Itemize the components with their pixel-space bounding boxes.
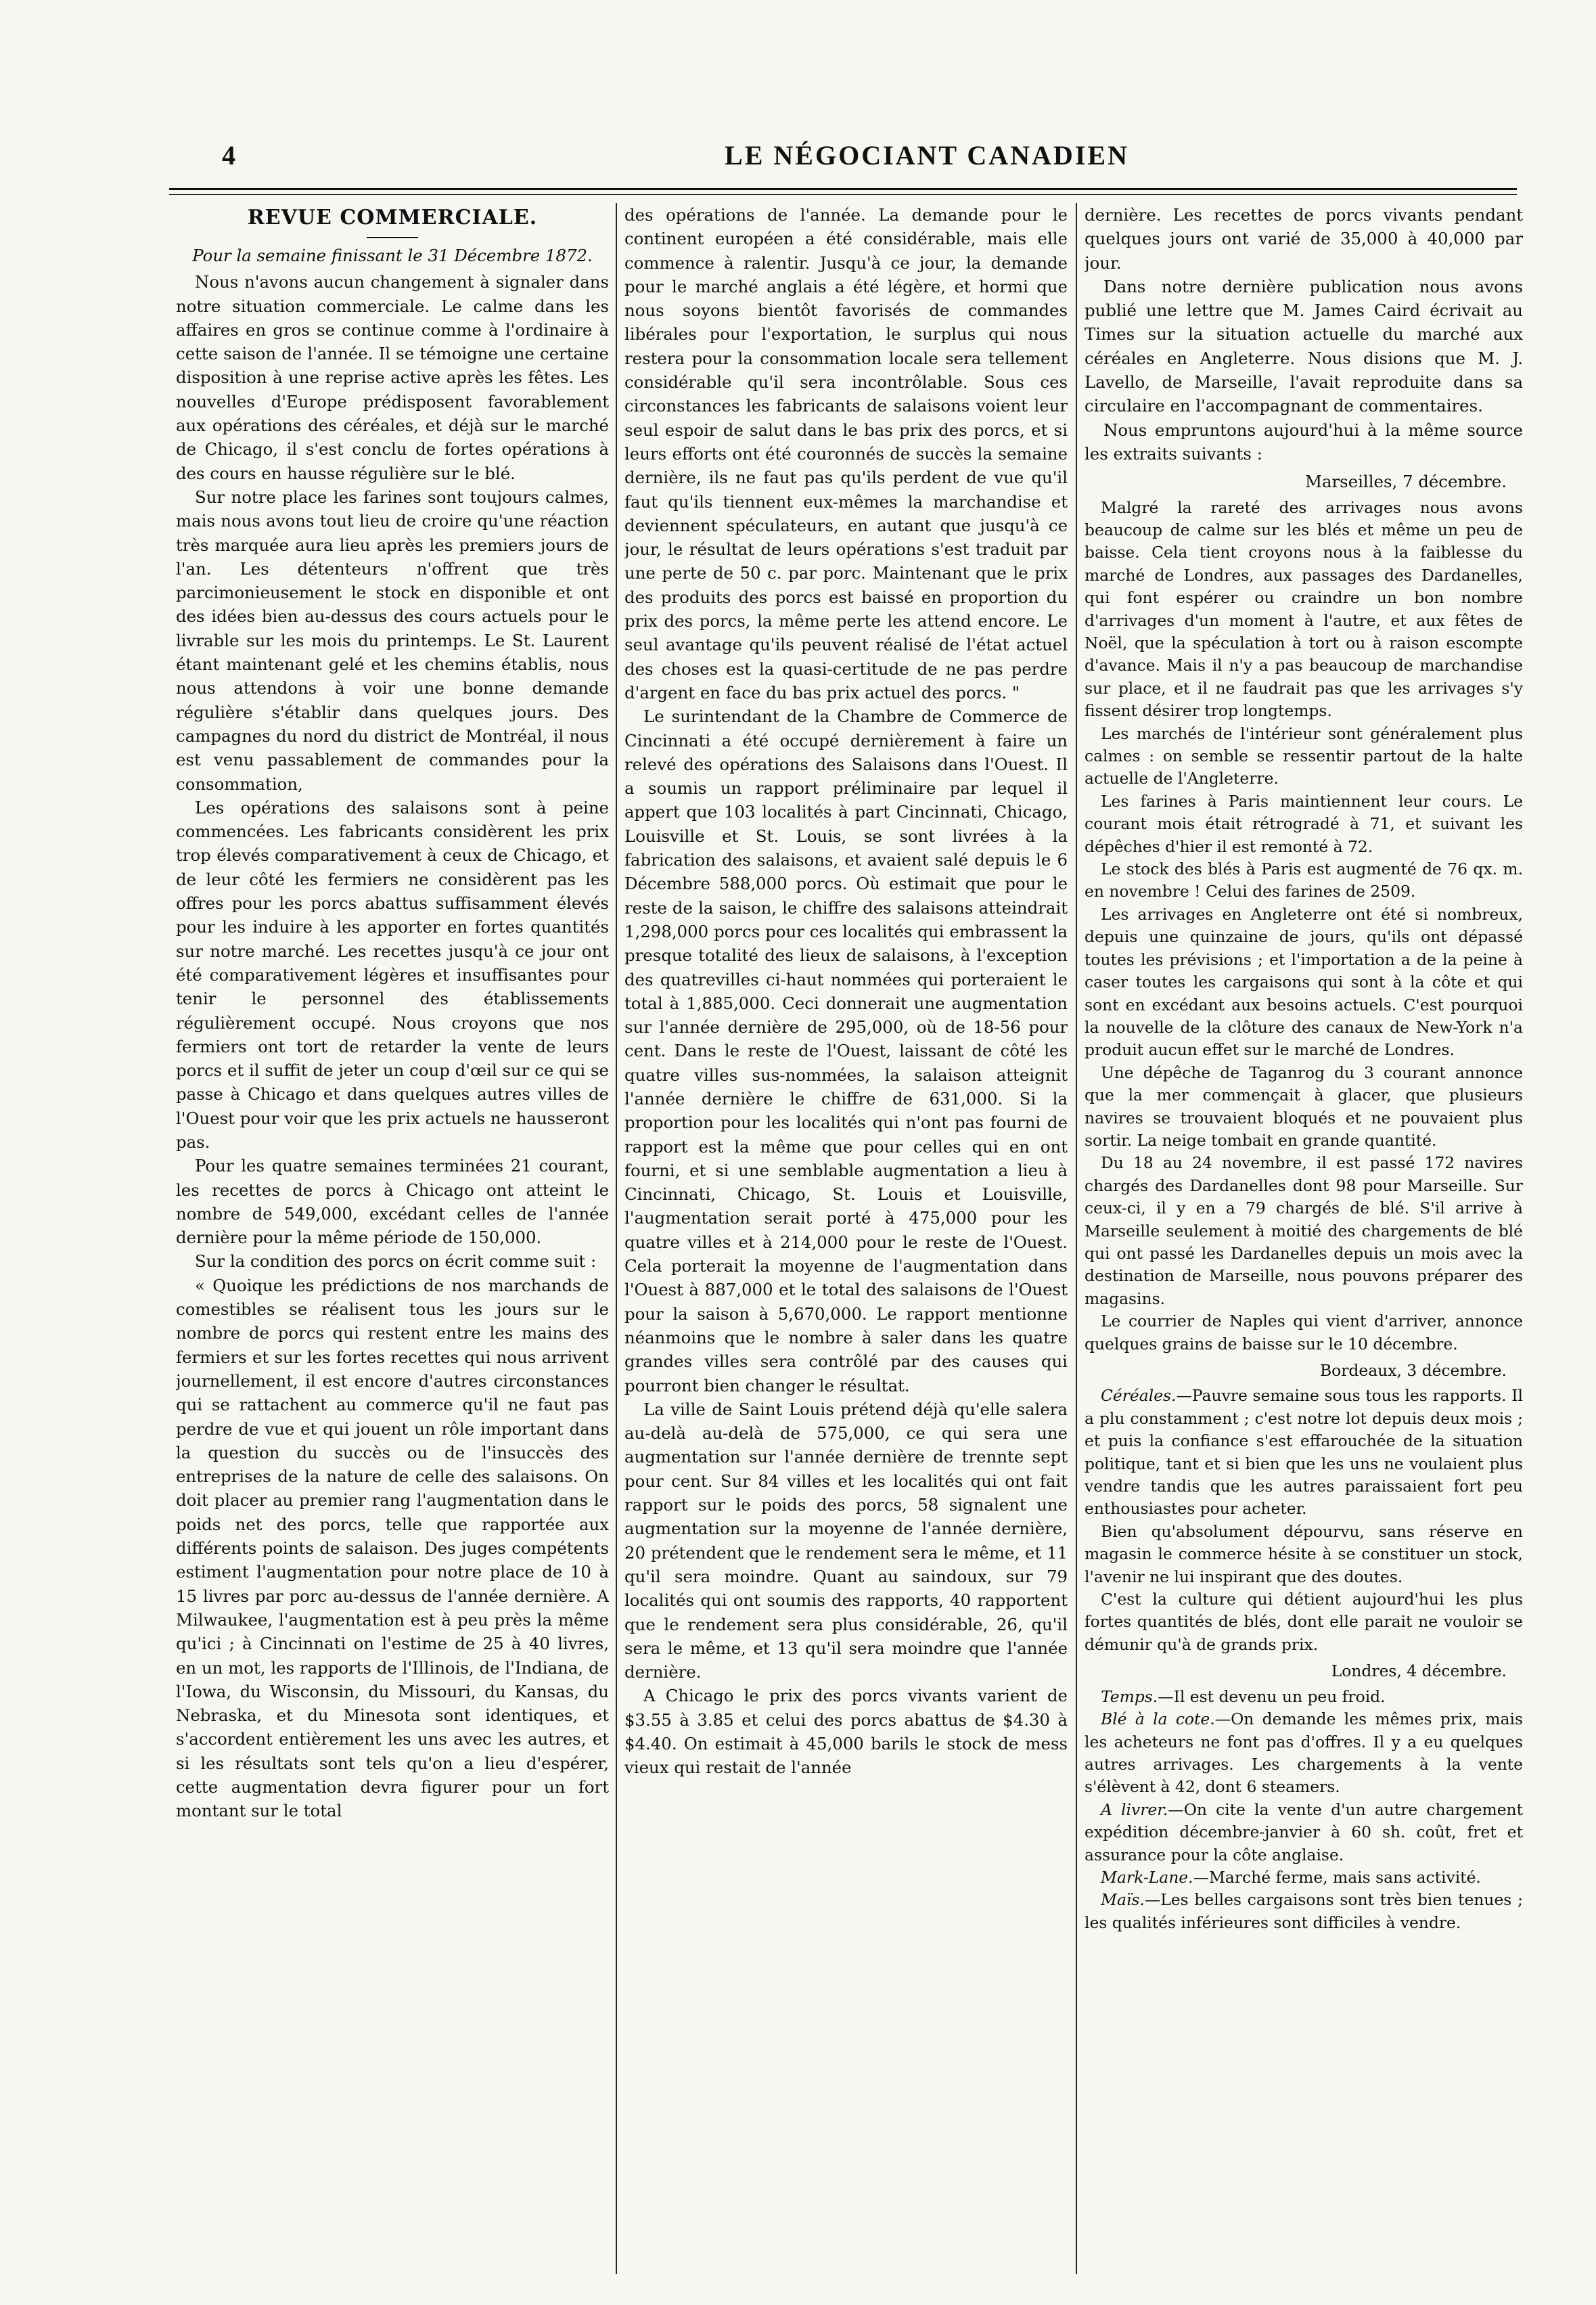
page-number: 4 [222,140,235,171]
paragraph: Dans notre dernière publication nous avons publié une lettre que M. James Caird écrivait au Times sur la situation actuelle du marché aux céréales en Angleterre. Nous disions que M. J. Lavello, de Marseille, l'avait reproduite dans sa circulaire en l'accompagnant de commentaires. [1085,276,1523,416]
paragraph: Sur la condition des porcs on écrit comme suit : [195,1251,597,1272]
paragraph-lead: Temps.— [1101,1686,1174,1706]
paragraph: des opérations de l'année. La demande pour le continent européen a été considérable, mais elle commence à ralentir. Jusqu'à ce jour, la demande pour le marché anglais a été légère, et hormi que nous soyons bientôt favorisés de commandes libérales pour l'exportation, le surplus qui nous restera pour la consommation locale sera tellement considérable qu'il sera incontrôlable. Sous ces circonstances les fabricants de salaisons voient leur seul espoir de salut dans le bas prix des porcs, et si leurs efforts ont été couronnés de succès la semaine dernière, ils ne faut pas qu'ils perdent de vue qu'il faut qu'ils tiennent eux-mêmes la marchandise et deviennent spéculateurs, en autant que jusqu'à ce jour, le résultat de leurs opérations s'est traduit par une perte de 50 c. par porc. Maintenant que le prix des produits des porcs est baissé en proportion du prix des porcs, la même perte les attend encore. Le seul avantage qu'ils peuvent réalisé de l'état actuel des choses est la quasi-certitude de ne pas perdre d'argent en face du bas prix actuel des porcs. " [624,205,1068,702]
paragraph [1085,1708,1523,1799]
column-3 [1085,203,1523,2291]
paragraph: Le stock des blés à Paris est augmenté de 76 qx. m. en novembre ! Celui des farines de 2509. [1085,859,1523,901]
paragraph [1085,1799,1523,1866]
paragraph: La ville de Saint Louis prétend déjà qu'elle salera au-delà au-delà de 575,000, ce qui sera une augmentation sur l'année dernière de trennte sept pour cent. Sur 84 villes et les localités qui ont fait rapport sur le poids des porcs, 58 signalent une augmentation sur la moyenne de l'année dernière, 20 prétendent que le rendement sera le même, et 11 qu'il sera moindre. Quant au saindoux, sur 79 localités qui ont soumis des rapports, 40 rapportent que le rendement sera plus considérable, 26, qu'il sera le même, et 13 qu'il sera moindre que l'année dernière. [624,1399,1068,1682]
paragraph-lead: Mark-Lane.— [1101,1867,1209,1887]
paragraph-text: Pauvre semaine sous tous les rapports. Il a plu constamment ; c'est notre lot depuis deux mois ; et puis la confiance s'est effarouchée de la situation politique, tant et si bien que les uns ne voulaient plus vendre tandis que les autres paraissaient fort peu enthousiastes pour acheter. [1085,1386,1523,1519]
paragraph: Du 18 au 24 novembre, il est passé 172 navires chargés des Dardanelles dont 98 pour Marseille. Sur ceux-ci, il y en a 79 chargés de blé. S'il arrive à Marseille seulement à moitié des chargements de blé qui ont passé les Dardanelles depuis un mois avec la destination de Marseille, nous pouvons préparer des magasins. [1085,1153,1523,1308]
paragraph [1085,1889,1523,1934]
column-divider [1076,203,1077,2274]
dateline-londres: Londres, 4 décembre. [1331,1661,1507,1681]
dateline-bordeaux: Bordeaux, 3 décembre. [1319,1361,1507,1380]
paragraph: Le courrier de Naples qui vient d'arriver, annonce quelques grains de baisse sur le 10 décembre. [1085,1312,1523,1353]
paragraph-text: Marché ferme, mais sans activité. [1208,1867,1481,1887]
quoted-section-marseille [1085,497,1523,1935]
paragraph-lead: Maïs.— [1101,1890,1161,1910]
paragraph: Nous n'avons aucun changement à signaler dans notre situation commerciale. Le calme dans les affaires en gros se continue comme à l'ordinaire à cette saison de l'année. Il se témoigne une certaine disposition à une reprise active après les fêtes. Les nouvelles d'Europe prédisposent favorablement aux opérations des céréales, et déjà sur le marché de Chicago, il s'est conclu de fortes opérations à des cours en hausse régulière sur le blé. [176,272,609,483]
paragraph-lead: Céréales.— [1101,1386,1192,1406]
paragraph: Sur notre place les farines sont toujours calmes, mais nous avons tout lieu de croire qu'une réaction très marquée aura lieu après les premiers jours de l'an. Les détenteurs n'offrent que très parcimonieusement le stock en disponible et ont des idées bien au-dessus des cours actuels pour le livrable sur les mois du printemps. Le St. Laurent étant maintenant gelé et les chemins établis, nous nous attendons à voir une bonne demande régulière s'établir dans quelques jours. Des campagnes du nord du district de Montréal, il nous est venu passablement de commandes pour la consommation, [176,487,609,794]
paragraph-text: On demande les mêmes prix, mais les acheteurs ne font pas d'offres. Il y a eu quelques autres arrivages. Les chargements à la vente s'élèvent à 42, dont 6 steamers. [1085,1709,1523,1797]
masthead-title: LE NÉGOCIANT CANADIEN [725,140,1129,171]
paragraph [1085,1385,1523,1520]
paragraph-text: C'est la culture qui détient aujourd'hui les plus fortes quantités de blés, dont elle parait ne vouloir se démunir qu'à de grands prix. [1085,1590,1523,1654]
paragraph: Les marchés de l'intérieur sont généralement plus calmes : on semble se ressentir partout de la halte actuelle de l'Angleterre. [1085,723,1523,788]
header-rule-thin [169,194,1517,195]
column-divider [616,203,617,2274]
paragraph: Les opérations des salaisons sont à peine commencées. Les fabricants considèrent les prix trop élevés comparativement à ceux de Chicago, et de leur côté les fermiers ne considèrent pas les offres pour les porcs abattus suffisamment élevés pour les induire à les apporter en fortes quantités sur notre marché. Les recettes jusqu'à ce jour ont été comparativement légères et insuffisantes pour tenir le personnel des établissements régulièrement occupé. Nous croyons que nos fermiers ont tort de retarder la vente de leurs porcs et il suffit de jeter un coup d'œil sur ce qui se passe à Chicago et dans quelques autres villes de l'Ouest pour voir que les prix actuels ne hausseront pas. [176,797,609,1152]
paragraph: Une dépêche de Taganrog du 3 courant annonce que la mer commençait à glacer, que plusieurs navires se trouvaient bloqués et ne pouvaient plus sortir. La neige tombait en grande quantité. [1085,1062,1523,1150]
paragraph [1085,1686,1523,1708]
paragraph-lead: Blé à la cote.— [1101,1709,1231,1729]
paragraph-text: Il est devenu un peu froid. [1173,1686,1386,1706]
paragraph: Malgré la rareté des arrivages nous avons beaucoup de calme sur les blés et même un peu de baisse. Cela tient croyons nous à la faiblesse du marché de Londres, aux passages des Dardanelles, qui font espérer ou craindre un bon nombre d'arrivages d'un moment à l'autre, et aux fêtes de Noël, que la spéculation à tort ou à raison escompte d'avance. Mais il n'y a pas beaucoup de marchandise sur place, et il ne faudrait pas que les arrivages s'y fissent désirer trop longtemps. [1085,497,1523,721]
paragraph: dernière. Les recettes de porcs vivants pendant quelques jours ont varié de 35,000 à 40,000 par jour. [1085,205,1523,273]
header-rule [169,188,1517,190]
paragraph: Les farines à Paris maintiennent leur cours. Le courant mois était rétrogradé à 71, et suivant les dépêches d'hier il est remonté à 72. [1085,791,1523,856]
column-1 [176,203,609,2291]
paragraph-lead: A livrer.— [1101,1799,1184,1819]
paragraph: Le surintendant de la Chambre de Commerce de Cincinnati a été occupé dernièrement à faire un relevé des opérations des Salaisons dans l'Ouest. Il a soumis un rapport préliminaire par lequel il appert que 103 localités à part Cincinnati, Chicago, Louisville et St. Louis, se sont livrées à la fabrication des salaisons, et avaient salé depuis le 6 Décembre 588,000 porcs. Où estimait que pour le reste de la saison, le chiffre des salaisons atteindrait 1,298,000 porcs pour ces localités qui embrassent la presque totalité des lieux de salaisons, à l'exception des quatrevilles ci-haut nommées qui porteraient le total à 1,885,000. Ceci donnerait une augmentation sur l'année dernière de 295,000, où de 18-56 pour cent. Dans le reste de l'Ouest, laissant de côté les quatre villes sus-nommées, la salaison atteignit l'année dernière le chiffre de 631,000. Si la proportion pour les localités qui n'ont pas fourni de rapport est la même que pour celles qui en ont fourni, et si une semblable augmentation a lieu à Cincinnati, Chicago, St. Louis et Louisville, l'augmentation serait porté à 475,000 pour les quatre villes et à 214,000 pour le reste de l'Ouest. Cela porterait la moyenne de l'augmentation dans l'Ouest à 887,000 et le total des salaisons de l'Ouest pour la saison à 5,670,000. Le rapport mentionne néanmoins que le nombre à saler dans les quatre grandes villes sera contrôlé par des causes qui pourront bien changer le résultat. [624,707,1068,1395]
column-2 [624,203,1068,2291]
paragraph: A Chicago le prix des porcs vivants varient de $3.55 à 3.85 et celui des porcs abattus de $4.30 à $4.40. On estimait à 45,000 barils le stock de mess vieux qui restait de l'année [624,1686,1068,1778]
paragraph-text: Bien qu'absolument dépourvu, sans réserve en magasin le commerce hésite à se constituer un stock, l'avenir ne lui inspirant que des doutes. [1085,1521,1523,1586]
dateline-marseille: Marseilles, 7 décembre. [1305,472,1507,492]
heading-rule [367,237,418,238]
paragraph: Les arrivages en Angleterre ont été si nombreux, depuis une quinzaine de jours, qu'ils ont dépassé toutes les prévisions ; et l'importation a de la peine à caser toutes les cargaisons qui sont à la côte et qui sont en excédant aux besoins actuels. C'est pourquoi la nouvelle de la clôture des canaux de New-York n'a produit aucun effet sur le marché de Londres. [1085,904,1523,1060]
paragraph [1085,1521,1523,1588]
paragraph: « Quoique les prédictions de nos marchands de comestibles se réalisent tous les jours sur le nombre de porcs qui restent entre les mains des fermiers et sur les fortes recettes qui nous arrivent journellement, il est encore d'autres circonstances qui se rattachent au commerce qu'il ne faut pas perdre de vue et qui jouent un rôle important dans la question du succès ou de l'insuccès des entreprises de la nature de celle des salaisons. On doit placer au premier rang l'augmentation dans le poids net des porcs, telle que rapportée aux différents points de salaison. Des juges compétents estiment l'augmentation pour notre place de 10 à 15 livres par porc au-dessus de l'année dernière. A Milwaukee, l'augmentation est à peu près la même qu'ici ; à Cincinnati on l'estime de 25 à 40 livres, en un mot, les rapports de l'Illinois, de l'Indiana, de l'Iowa, du Wisconsin, du Missouri, du Kansas, du Nebraska, et du Minesota sont identiques, et s'accordent entièrement les uns avec les autres, et si les résultats sont tels qu'on a lieu d'espérer, cette augmentation devra figurer pour un fort montant sur le total [176,1275,609,1821]
paragraph-text: On cite la vente d'un autre chargement expédition décembre-janvier à 60 sh. coût, fret et assurance pour la côte anglaise. [1085,1799,1523,1864]
paragraph: Pour les quatre semaines terminées 21 courant, les recettes de porcs à Chicago ont atteint le nombre de 549,000, excédant celles de l'année dernière pour la même période de 150,000. [176,1156,609,1248]
paragraph [1085,1588,1523,1656]
paragraph: Nous empruntons aujourd'hui à la même source les extraits suivants : [1085,420,1523,464]
article-heading: REVUE COMMERCIALE. [247,206,538,229]
article-subheading: Pour la semaine finissant le 31 Décembre 1872. [192,246,593,265]
paragraph-text: Les belles cargaisons sont très bien tenues ; les qualités inférieures sont difficiles à vendre. [1085,1890,1523,1932]
paragraph [1085,1866,1523,1889]
